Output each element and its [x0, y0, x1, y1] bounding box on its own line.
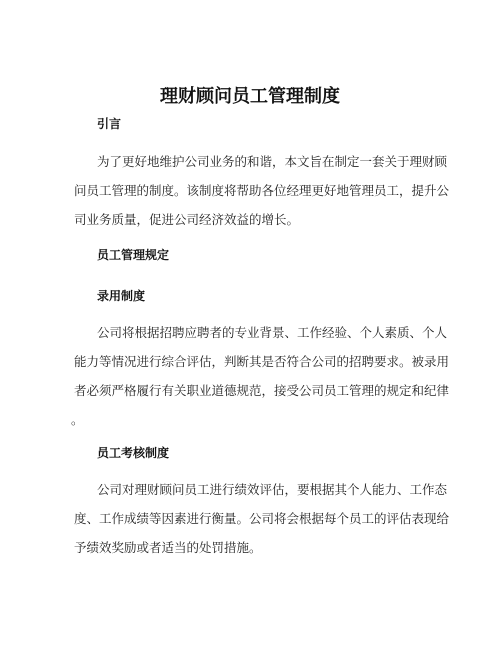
paragraph-line: 司业务质量，促进公司经济效益的增长。	[74, 212, 300, 227]
paragraph-line: 予绩效奖励或者适当的处罚措施。	[74, 540, 262, 555]
hiring-paragraph	[71, 318, 450, 434]
section-heading-assessment: 员工考核制度	[97, 446, 170, 460]
paragraph-line: 公司将根据招聘应聘者的专业背景、工作经验、个人素质、个人	[97, 325, 448, 340]
paragraph-line: 度、工作成绩等因素进行衡量。公司将会根据每个员工的评估表现给	[74, 511, 450, 526]
paragraph-line: 公司对理财顾问员工进行绩效评估，要根据其个人能力、工作态	[97, 482, 448, 497]
paragraph-line: 问员工管理的制度。该制度将帮助各位经理更好地管理员工，提升公	[74, 183, 450, 198]
intro-paragraph	[74, 147, 450, 234]
paragraph-line: 能力等情况进行综合评估，判断其是否符合公司的招聘要求。被录用	[74, 354, 450, 369]
section-heading-staff-rules: 员工管理规定	[97, 248, 170, 262]
document-title: 理财顾问员工管理制度	[160, 86, 340, 107]
paragraph-line: 。	[71, 412, 84, 427]
paragraph-line: 者必须严格履行有关职业道德规范，接受公司员工管理的规定和纪律	[74, 383, 450, 398]
section-heading-hiring: 录用制度	[97, 289, 146, 303]
paragraph-line: 为了更好地维护公司业务的和谐，本文旨在制定一套关于理财顾	[97, 154, 448, 169]
assessment-paragraph	[74, 475, 450, 562]
section-heading-intro: 引言	[97, 117, 122, 131]
